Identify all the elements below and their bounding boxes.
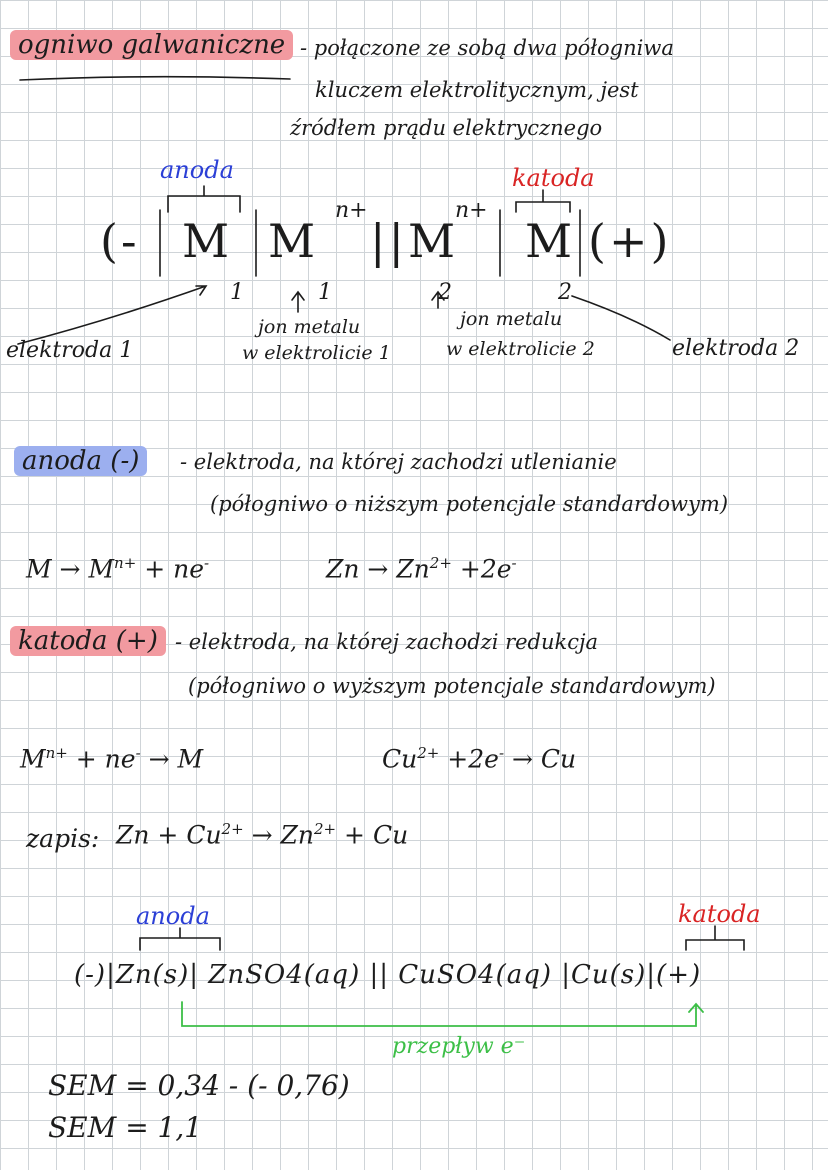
record-equation: $Zn + Cu^{2+} \to Zn^{2+} + Cu$ xyxy=(116,820,409,850)
record-label: zapis: xyxy=(26,824,100,853)
ion-1-line-2: w elektrolicie 1 xyxy=(242,342,391,364)
sem-line-2: SEM = 1,1 xyxy=(48,1111,203,1144)
electrode-1-label: elektroda 1 xyxy=(6,338,134,363)
cell-anode-bracket xyxy=(140,928,220,950)
ion-2-arrow xyxy=(432,292,444,308)
electron-flow-arrow xyxy=(182,1002,703,1026)
cathode-general-equation: $M^{n+} + ne^- \to M$ xyxy=(20,744,204,774)
scheme-anode-label: anoda xyxy=(160,156,234,184)
anode-general-equation: $M \to M^{n+} + ne^-$ xyxy=(26,554,210,584)
cathode-def-1: - elektroda, na której zachodzi redukcja xyxy=(175,630,599,654)
scheme-cathode-label: katoda xyxy=(512,164,595,192)
cathode-def-2: (półogniwo o wyższym potencjale standardowym) xyxy=(188,674,716,698)
intro-line-1: - połączone ze sobą dwa półogniwa xyxy=(300,36,674,60)
intro-line-3: źródłem prądu elektrycznego xyxy=(290,116,603,140)
cathode-example-equation: $Cu^{2+} +2e^- \to Cu$ xyxy=(382,744,577,774)
ion-1-arrow xyxy=(292,292,304,312)
cell-cathode-bracket xyxy=(686,926,744,950)
cell-anode-label: anoda xyxy=(136,902,210,930)
cell-cathode-label: katoda xyxy=(678,900,761,928)
ion-2-line-2: w elektrolicie 2 xyxy=(446,338,595,360)
intro-line-2: kluczem elektrolitycznym, jest xyxy=(315,78,639,102)
electrode-2-label: elektroda 2 xyxy=(672,336,800,361)
anode-term: anoda (-) xyxy=(14,446,147,476)
scheme-sub2b: 2 xyxy=(558,280,572,305)
anode-bracket xyxy=(168,186,240,212)
cathode-bracket xyxy=(516,190,570,212)
scheme-n-plus-2: n+ xyxy=(455,198,488,223)
scheme-n-plus-1: n+ xyxy=(335,198,368,223)
scheme-m2: M xyxy=(408,214,459,268)
scheme-sub1: 1 xyxy=(230,280,244,305)
scheme-m2b: M xyxy=(525,214,576,268)
scheme-m1b: M xyxy=(268,214,319,268)
phase-bars xyxy=(160,210,580,276)
anode-def-1: - elektroda, na której zachodzi utlenianie xyxy=(180,450,617,474)
electrode-1-arrow xyxy=(18,286,206,344)
cell-notation: (-)|Zn(s)| ZnSO4(aq) || CuSO4(aq) |Cu(s)|(+) xyxy=(74,960,702,990)
scheme-minus: (- xyxy=(100,214,140,268)
cathode-term: katoda (+) xyxy=(10,626,166,656)
scheme-double-bar: || xyxy=(370,214,407,268)
scheme-m1: M xyxy=(182,214,233,268)
anode-example-equation: $Zn \to Zn^{2+} +2e^-$ xyxy=(326,554,517,584)
scheme-sub2: 2 xyxy=(438,280,452,305)
intro-underline xyxy=(20,77,290,80)
galvanic-cell-term: ogniwo galwaniczne xyxy=(10,30,293,60)
electron-flow-label: przepływ e⁻ xyxy=(392,1034,526,1059)
anode-def-2: (półogniwo o niższym potencjale standardowym) xyxy=(210,492,729,516)
scheme-sub1b: 1 xyxy=(318,280,332,305)
scheme-plus: (+) xyxy=(588,214,672,268)
ion-1-line-1: jon metalu xyxy=(258,316,361,338)
ion-2-line-1: jon metalu xyxy=(460,308,563,330)
sem-line-1: SEM = 0,34 - (- 0,76) xyxy=(48,1069,350,1102)
electrode-2-line xyxy=(572,296,670,340)
